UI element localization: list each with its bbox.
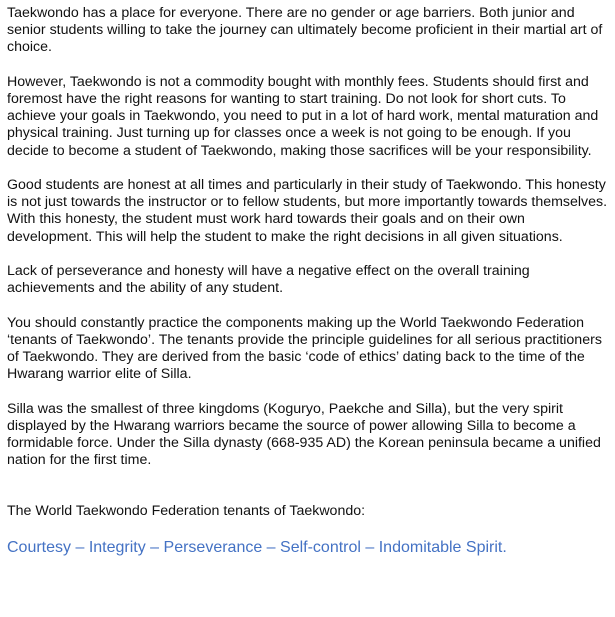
tenants-list: Courtesy – Integrity – Perseverance – Self-control – Indomitable Spirit. [7,538,507,556]
paragraph-intro: Taekwondo has a place for everyone. There are no gender or age barriers. Both junior and senior students willing to take the journey can ultimately become proficient in their martial art of choice. [7,5,603,56]
paragraph-honesty: Good students are honest at all times and particularly in their study of Taekwondo. This honesty is not just towards the instructor or to fellow students, but more importantly towards themselves. With this honesty, the student must work hard towards their goals and on their own development. This will help the student to make the right decisions in all given situations. [7,177,608,245]
paragraph-tenants-intro: You should constantly practice the components making up the World Taekwondo Federation ‘tenants of Taekwondo’. The tenants provide the principle guidelines for all serious practitioners of Taekwondo. They are derived from the basic ‘code of ethics’ dating back to the time of the Hwarang warrior elite of Silla. [7,314,602,383]
paragraph-silla-history: Silla was the smallest of three kingdoms (Koguryo, Paekche and Silla), but the very spirit displayed by the Hwarang warriors became the source of power allowing Silla to become a formidable force. Under the Silla dynasty (668-935 AD) the Korean peninsula became a unified nation for the first time. [7,400,601,469]
paragraph-perseverance: Lack of perseverance and honesty will have a negative effect on the overall training achievements and the ability of any student. [7,263,530,297]
paragraph-tenants-heading: The World Taekwondo Federation tenants of Taekwondo: [7,503,366,520]
paragraph-commitment: However, Taekwondo is not a commodity bought with monthly fees. Students should first and foremost have the right reasons for wanting to start training. Do not look for short cuts. To achieve your goals in Taekwondo, you need to put in a lot of hard work, mental maturation and physical training. Just turning up for classes once a week is not going to be enough. If you decide to become a student of Taekwondo, making those sacrifices will be your responsibility. [7,73,599,159]
